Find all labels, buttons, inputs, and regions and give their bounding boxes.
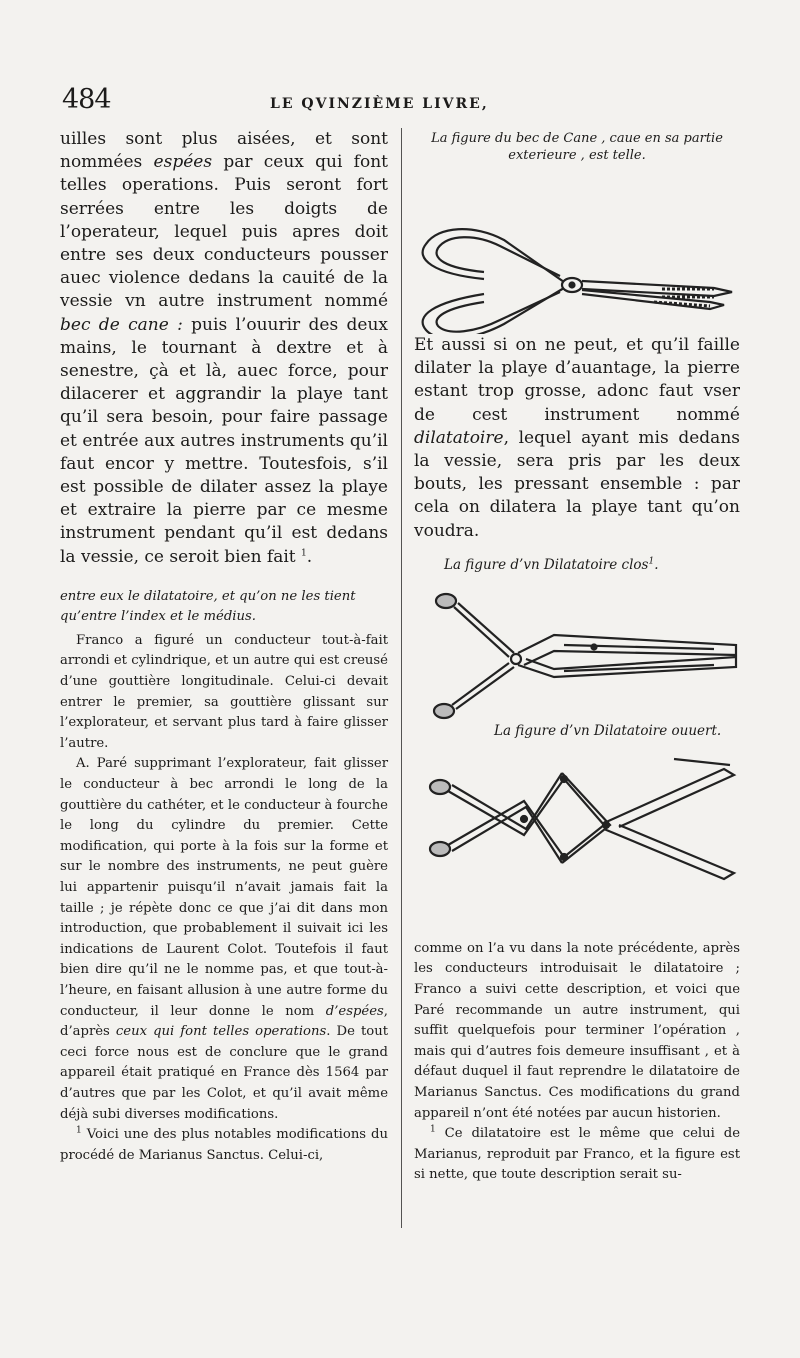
footnote-marker: 1	[648, 556, 655, 567]
column-divider	[401, 128, 402, 1228]
right-note-paragraph: comme on l’a vu dans la note précédente, après les conducteurs introduisait le dilatatoire ; Franco a suivi cette description, et voici que Paré recommande un autre instrument, qui suffit quelquefois pour terminer l’opération , mais qui d’autres fois demeure insuffisant , et à défaut duquel il faut reprendre le dilatatoire de Marianus Sanctus. Ces modifications du grand appareil n’ont été notées par aucun historien.	[414, 940, 740, 1121]
italic-run: ceux qui font telles operations	[115, 1024, 327, 1040]
dilatatoire-ouvert-icon	[430, 759, 734, 879]
right-column	[414, 128, 740, 1186]
right-main-paragraph	[414, 334, 740, 543]
left-main-paragraph	[60, 128, 388, 569]
text-run: par ceux qui font telles operations. Puis seront fort serrées entre les doigts de l’operateur, lequel puis apres doit entre ses deux conducteurs pousser auec violence dedans la cauité de la vessie vn autre instrument nommé	[60, 152, 388, 312]
figure-3-caption: La figure d’vn Dilatatoire ouuert.	[494, 722, 722, 739]
text-run: Et aussi si on ne peut, et qu’il faille dilater la playe d’auantage, la pierre estant trop grosse, adonc faut vser de cest instrument nommé	[414, 335, 740, 425]
text-run: uilles sont plus aisées, et sont nommées	[60, 129, 388, 173]
text-run: , d’après	[60, 1003, 388, 1040]
italic-run: La figure d’vn Dilatatoire clos	[444, 556, 649, 573]
text-run: puis l’ouurir des deux mains, le tournant à dextre et à senestre, çà et là, auec force, pour dilacerer et aggrandir la playe tant qu’il sera besoin, pour faire passage et entrée aux autres instruments qu’il faut encor y mettre. Toutesfois, s’il est possible de dilater assez la playe et extraire la pierre par ce mesme instrument pendant qu’il est dedans la vessie, ce seroit bien fait	[60, 314, 388, 567]
page-number: 484	[62, 84, 111, 115]
italic-run: d’espées	[325, 1003, 384, 1019]
text-run: .	[306, 546, 313, 567]
italic-run: espées	[153, 152, 213, 173]
footnote-marker: 1	[76, 1125, 82, 1136]
left-note-paragraph-2	[60, 754, 388, 1125]
right-footnote	[414, 1124, 740, 1186]
italic-run: bec de cane :	[60, 314, 183, 335]
figure-2-caption	[444, 557, 740, 573]
bec-de-cane-icon	[423, 229, 732, 334]
text-run: .	[654, 556, 659, 573]
footnote-marker: 1	[430, 1124, 436, 1135]
figure-1-caption	[414, 130, 740, 164]
left-note-lead: entre eux le dilatatoire, et qu’on ne les tient qu’entre l’index et le médius.	[60, 588, 356, 624]
text-run: Voici une des plus notables modifications du procédé de Marianus Sanctus. Celui-ci,	[60, 1127, 388, 1163]
italic-run: dilatatoire	[414, 427, 504, 448]
running-title: LE QVINZIÈME LIVRE,	[270, 96, 489, 112]
text-run: . De tout ceci force nous est de conclure que le grand appareil était pratiqué en France dès 1564 par d’autres que par les Colot, et qu’il avait même déjà subi diverses modifications.	[60, 1024, 388, 1122]
text-run: A. Paré supprimant l’explorateur, fait glisser le conducteur à bec arrondi le long de la gouttière du cathéter, et le conducteur à fourche le long du cylindre du premier. Cette modification, qui porte à la fois sur la forme et sur le nombre des instruments, ne peut guère lui appartenir puisqu’il n’avait jamais fait la taille ; je répète donc ce que j’ai dit dans mon introduction, que probablement il suivait ici les indications de Laurent Colot. Toutefois il faut bien dire qu’il ne le nomme pas, et que tout-à-l’heure, en faisant allusion à une autre forme du conducteur, il leur donne le nom	[60, 756, 388, 1019]
text-run: Ce dilatatoire est le même que celui de Marianus, reproduit par Franco, et la figure est si nette, que toute description serait su-	[414, 1126, 740, 1183]
left-note-paragraph-1: Franco a figuré un conducteur tout-à-fait arrondi et cylindrique, et un autre qui est creusé d’une gouttière longitudinale. Celui-ci devait entrer le premier, sa gouttière glissant sur l’explorateur, et servant plus tard à faire glisser l’autre.	[60, 632, 388, 751]
dilatatoire-ouvert-illustration	[414, 739, 740, 909]
figure-1-caption-line-2: exterieure , est telle.	[508, 148, 646, 163]
text-run: , lequel ayant mis dedans la vessie, sera pris par les deux bouts, les pressant ensemble : par cela on dilatera la playe tant qu’on voudra.	[414, 427, 740, 541]
bec-de-cane-illustration	[414, 164, 740, 334]
footnote-marker: 1	[301, 548, 307, 558]
dilatatoire-clos-illustration	[414, 573, 740, 723]
figure-1-caption-line-1: La figure du bec de Cane , caue en sa partie	[431, 131, 723, 146]
left-column	[60, 128, 388, 1166]
left-footnote	[60, 1125, 388, 1166]
dilatatoire-clos-icon	[434, 594, 736, 718]
